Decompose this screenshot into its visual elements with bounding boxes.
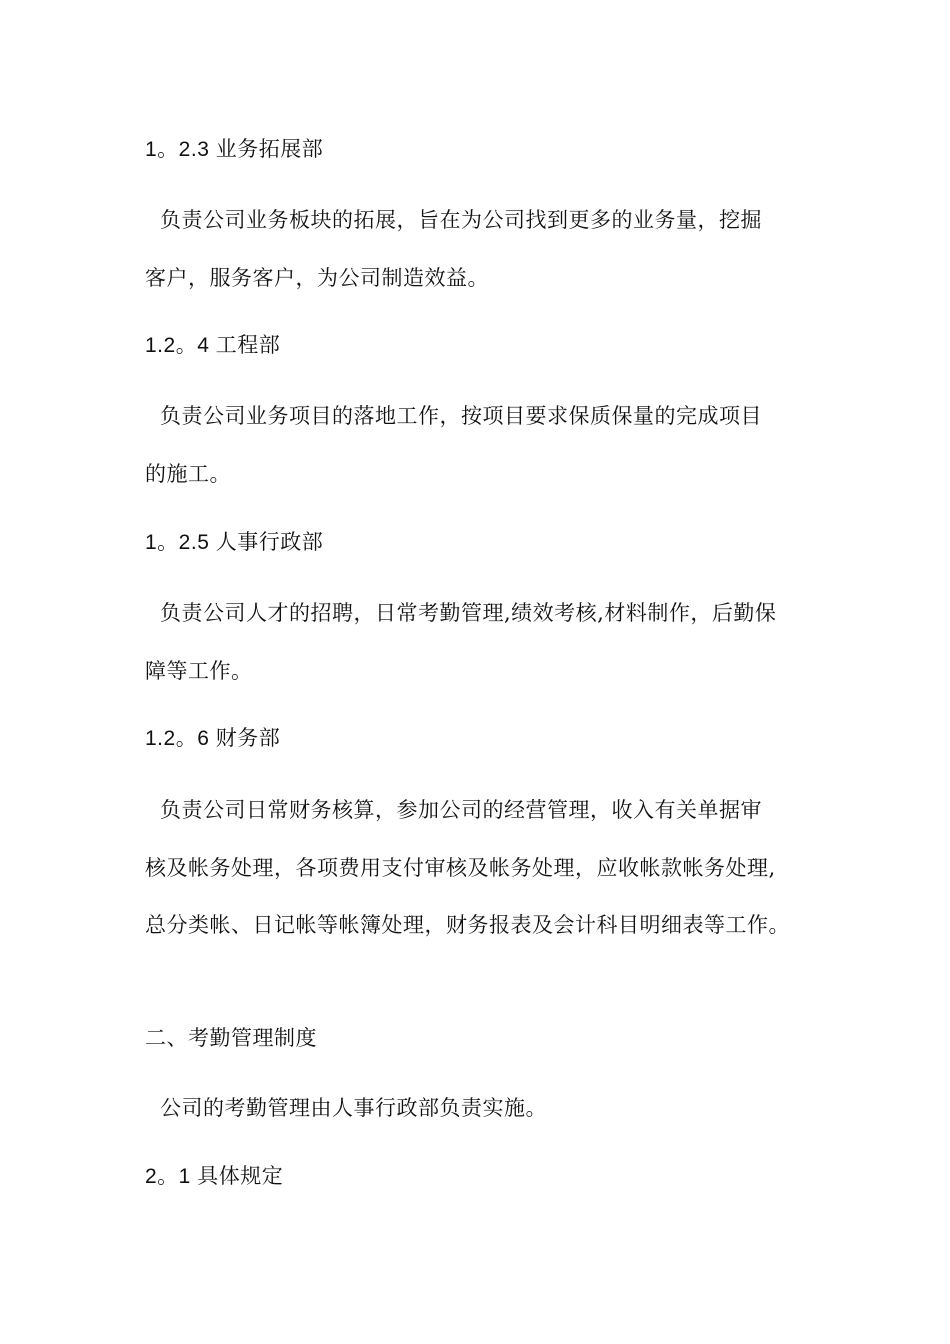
section-heading-business-expansion: 1。2.3 业务拓展部 <box>145 138 324 161</box>
section-heading-specific-rules: 2。1 具体规定 <box>145 1165 284 1188</box>
paragraph-line: 总分类帐、日记帐等帐簿处理，财务报表及会计科目明细表等工作。 <box>145 913 790 937</box>
paragraph-line: 负责公司日常财务核算，参加公司的经营管理，收入有关单据审 <box>160 798 762 822</box>
paragraph-line: 核及帐务处理，各项费用支付审核及帐务处理，应收帐款帐务处理, <box>145 856 776 880</box>
section-heading-engineering: 1.2。4 工程部 <box>145 334 281 357</box>
paragraph-line: 负责公司业务板块的拓展，旨在为公司找到更多的业务量，挖掘 <box>160 208 762 232</box>
paragraph-line: 障等工作。 <box>145 659 253 683</box>
section-heading-hr-admin: 1。2.5 人事行政部 <box>145 531 324 554</box>
paragraph-line: 负责公司人才的招聘，日常考勤管理,绩效考核,材料制作，后勤保 <box>160 601 777 625</box>
section-heading-finance: 1.2。6 财务部 <box>145 727 281 750</box>
paragraph-line: 客户，服务客户，为公司制造效益。 <box>145 266 489 290</box>
chapter-heading-attendance: 二、考勤管理制度 <box>145 1026 317 1050</box>
paragraph-line: 的施工。 <box>145 462 231 486</box>
paragraph-line: 公司的考勤管理由人事行政部负责实施。 <box>160 1096 547 1120</box>
paragraph-line: 负责公司业务项目的落地工作，按项目要求保质保量的完成项目 <box>160 404 762 428</box>
